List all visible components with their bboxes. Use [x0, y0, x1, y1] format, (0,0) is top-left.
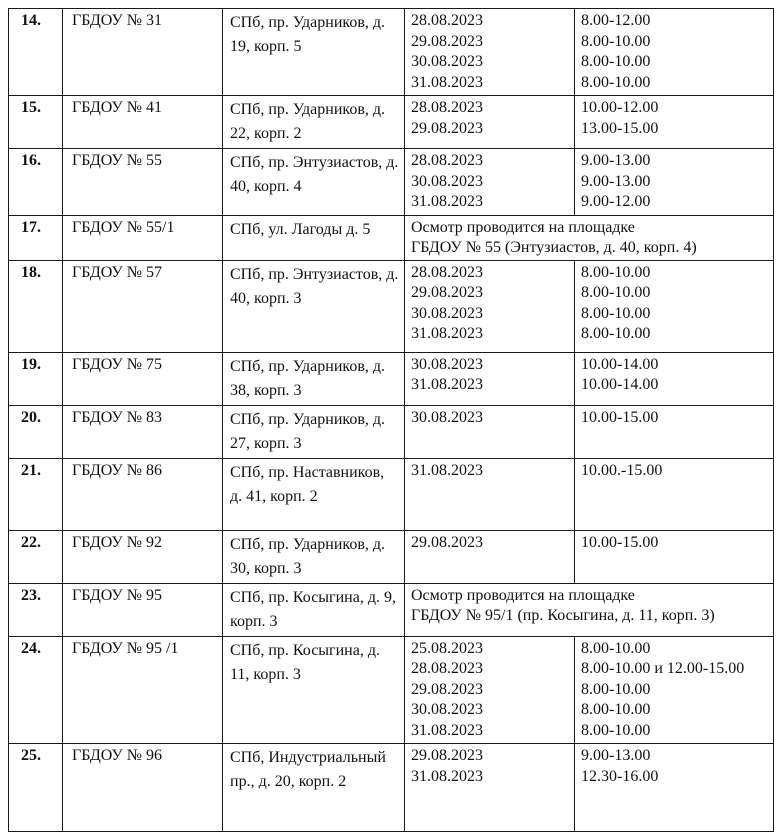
- table-row: [9, 215, 774, 260]
- institution-name: ГБДОУ № 92: [72, 533, 162, 551]
- time-range: 8.00-12.00: [581, 12, 651, 29]
- row-number-cell: [9, 260, 63, 352]
- time-range: 13.00-15.00: [581, 119, 659, 137]
- note-cell: [405, 583, 774, 636]
- table-row: [9, 530, 774, 583]
- institution-name-cell: [63, 96, 223, 149]
- date-value: 28.08.2023: [411, 12, 483, 29]
- time-range: 8.00-10.00: [581, 284, 651, 301]
- address-cell: [223, 149, 405, 216]
- institution-name-cell: [63, 583, 223, 636]
- institution-name: ГБДОУ № 95 /1: [72, 639, 179, 657]
- schedule-table: [8, 8, 774, 832]
- row-number-cell: [9, 9, 63, 96]
- row-number-cell: [9, 636, 63, 744]
- date-value: 25.08.2023: [411, 639, 483, 657]
- note-line: ГБДОУ № 55 (Энтузиастов, д. 40, корп. 4): [411, 238, 697, 256]
- schedule-table-body: [9, 9, 774, 832]
- table-row: [9, 260, 774, 352]
- address-text: СПб, Индустриальный пр., д. 20, корп. 2: [230, 749, 386, 790]
- dates-cell: [405, 458, 575, 530]
- times-cell: [575, 260, 774, 352]
- address-text: СПб, пр. Ударников, д. 38, корп. 3: [230, 357, 386, 399]
- time-range: 10.00-14.00: [581, 355, 659, 373]
- address-cell: [223, 636, 405, 744]
- row-number: 17.: [21, 218, 41, 236]
- row-number-cell: [9, 96, 63, 149]
- time-range: 8.00-10.00: [581, 701, 651, 718]
- table-row: [9, 636, 774, 744]
- time-range: 8.00-10.00: [581, 639, 651, 657]
- time-range: 10.00.-15.00: [581, 461, 663, 479]
- time-range: 8.00-10.00 и 12.00-15.00: [581, 660, 745, 677]
- address-cell: [223, 458, 405, 530]
- address-text: СПб, пр. Энтузиастов, д. 40, корп. 4: [230, 154, 399, 195]
- table-row: [9, 352, 774, 405]
- address-text: СПб, пр. Косыгина, д. 9, корп. 3: [230, 588, 396, 630]
- institution-name-cell: [63, 530, 223, 583]
- table-row: [9, 96, 774, 149]
- dates-cell: [405, 9, 575, 96]
- address-text: СПб, пр. Косыгина, д. 11, корп. 3: [230, 641, 380, 683]
- address-text: СПб, ул. Лагоды д. 5: [230, 220, 371, 238]
- institution-name-cell: [63, 458, 223, 530]
- date-value: 28.08.2023: [411, 660, 483, 677]
- date-value: 28.08.2023: [411, 152, 483, 169]
- times-cell: [575, 530, 774, 583]
- times-cell: [575, 96, 774, 149]
- table-row: [9, 458, 774, 530]
- row-number: 23.: [21, 586, 41, 604]
- row-number-cell: [9, 149, 63, 216]
- institution-name-cell: [63, 260, 223, 352]
- table-row: [9, 149, 774, 216]
- time-range: 10.00-15.00: [581, 408, 659, 426]
- dates-cell: [405, 96, 575, 149]
- date-value: 31.08.2023: [411, 376, 483, 393]
- date-value: 28.08.2023: [411, 99, 483, 116]
- institution-name-cell: [63, 636, 223, 744]
- row-number-cell: [9, 405, 63, 458]
- times-cell: [575, 458, 774, 530]
- address-text: СПб, пр. Энтузиастов, д. 40, корп. 3: [230, 265, 399, 307]
- table-row: [9, 583, 774, 636]
- row-number: 25.: [21, 747, 41, 764]
- row-number: 21.: [21, 461, 41, 479]
- institution-name: ГБДОУ № 55: [72, 152, 162, 169]
- date-value: 31.08.2023: [411, 193, 483, 210]
- institution-name: ГБДОУ № 96: [72, 747, 162, 764]
- time-range: 8.00-10.00: [581, 73, 651, 91]
- time-range: 10.00-12.00: [581, 99, 659, 116]
- address-text: СПб, пр. Ударников, д. 27, корп. 3: [230, 410, 386, 452]
- institution-name-cell: [63, 9, 223, 96]
- time-range: 8.00-10.00: [581, 721, 651, 739]
- time-range: 12.30-16.00: [581, 767, 659, 785]
- address-text: СПб, пр. Ударников, д. 30, корп. 3: [230, 535, 386, 577]
- times-cell: [575, 9, 774, 96]
- date-value: 31.08.2023: [411, 721, 483, 739]
- date-value: 29.08.2023: [411, 32, 483, 50]
- note-line: Осмотр проводится на площадке: [411, 218, 635, 236]
- date-value: 31.08.2023: [411, 461, 483, 479]
- address-text: СПб, пр. Ударников, д. 19, корп. 5: [230, 14, 386, 55]
- dates-cell: [405, 352, 575, 405]
- date-value: 31.08.2023: [411, 767, 483, 785]
- dates-cell: [405, 530, 575, 583]
- institution-name-cell: [63, 215, 223, 260]
- row-number: 16.: [21, 152, 41, 169]
- row-number-cell: [9, 215, 63, 260]
- date-value: 31.08.2023: [411, 73, 483, 91]
- date-value: 29.08.2023: [411, 747, 483, 764]
- time-range: 9.00-13.00: [581, 747, 651, 764]
- date-value: 30.08.2023: [411, 172, 483, 190]
- dates-cell: [405, 149, 575, 216]
- address-cell: [223, 530, 405, 583]
- row-number: 20.: [21, 408, 41, 426]
- row-number-cell: [9, 458, 63, 530]
- times-cell: [575, 405, 774, 458]
- times-cell: [575, 636, 774, 744]
- date-value: 28.08.2023: [411, 263, 483, 281]
- date-value: 30.08.2023: [411, 355, 483, 373]
- institution-name-cell: [63, 744, 223, 832]
- times-cell: [575, 149, 774, 216]
- row-number-cell: [9, 352, 63, 405]
- institution-name: ГБДОУ № 95: [72, 586, 162, 604]
- time-range: 9.00-13.00: [581, 152, 651, 169]
- address-cell: [223, 583, 405, 636]
- institution-name: ГБДОУ № 86: [72, 461, 162, 479]
- row-number: 19.: [21, 355, 41, 373]
- institution-name: ГБДОУ № 83: [72, 408, 162, 426]
- dates-cell: [405, 260, 575, 352]
- row-number-cell: [9, 744, 63, 832]
- times-cell: [575, 352, 774, 405]
- times-cell: [575, 744, 774, 832]
- address-cell: [223, 260, 405, 352]
- date-value: 31.08.2023: [411, 325, 483, 342]
- note-cell: [405, 215, 774, 260]
- date-value: 29.08.2023: [411, 533, 483, 551]
- row-number: 14.: [21, 12, 41, 29]
- date-value: 29.08.2023: [411, 680, 483, 698]
- institution-name-cell: [63, 352, 223, 405]
- time-range: 8.00-10.00: [581, 325, 651, 342]
- row-number: 18.: [21, 263, 41, 281]
- note-line: Осмотр проводится на площадке: [411, 586, 635, 604]
- row-number: 22.: [21, 533, 41, 551]
- date-value: 30.08.2023: [411, 408, 483, 426]
- dates-cell: [405, 636, 575, 744]
- date-value: 30.08.2023: [411, 53, 483, 70]
- row-number: 24.: [21, 639, 41, 657]
- table-row: [9, 405, 774, 458]
- time-range: 10.00-15.00: [581, 533, 659, 551]
- institution-name-cell: [63, 405, 223, 458]
- institution-name: ГБДОУ № 31: [72, 12, 162, 29]
- table-row: [9, 9, 774, 96]
- date-value: 30.08.2023: [411, 701, 483, 718]
- time-range: 10.00-14.00: [581, 376, 659, 393]
- time-range: 8.00-10.00: [581, 263, 651, 281]
- row-number-cell: [9, 583, 63, 636]
- address-cell: [223, 352, 405, 405]
- address-cell: [223, 215, 405, 260]
- institution-name: ГБДОУ № 55/1: [72, 218, 175, 236]
- time-range: 8.00-10.00: [581, 32, 651, 50]
- address-cell: [223, 405, 405, 458]
- table-row: [9, 744, 774, 832]
- address-cell: [223, 9, 405, 96]
- institution-name: ГБДОУ № 75: [72, 355, 162, 373]
- row-number-cell: [9, 530, 63, 583]
- institution-name-cell: [63, 149, 223, 216]
- date-value: 30.08.2023: [411, 304, 483, 322]
- note-line: ГБДОУ № 95/1 (пр. Косыгина, д. 11, корп. 3): [411, 606, 715, 624]
- address-text: СПб, пр. Наставников, д. 41, корп. 2: [230, 463, 385, 505]
- address-cell: [223, 96, 405, 149]
- institution-name: ГБДОУ № 57: [72, 263, 162, 281]
- date-value: 29.08.2023: [411, 284, 483, 301]
- row-number: 15.: [21, 99, 41, 116]
- dates-cell: [405, 405, 575, 458]
- dates-cell: [405, 744, 575, 832]
- date-value: 29.08.2023: [411, 119, 483, 137]
- institution-name: ГБДОУ № 41: [72, 99, 162, 116]
- time-range: 8.00-10.00: [581, 680, 651, 698]
- time-range: 9.00-13.00: [581, 172, 651, 190]
- time-range: 8.00-10.00: [581, 53, 651, 70]
- time-range: 9.00-12.00: [581, 193, 651, 210]
- address-text: СПб, пр. Ударников, д. 22, корп. 2: [230, 101, 386, 142]
- address-cell: [223, 744, 405, 832]
- time-range: 8.00-10.00: [581, 304, 651, 322]
